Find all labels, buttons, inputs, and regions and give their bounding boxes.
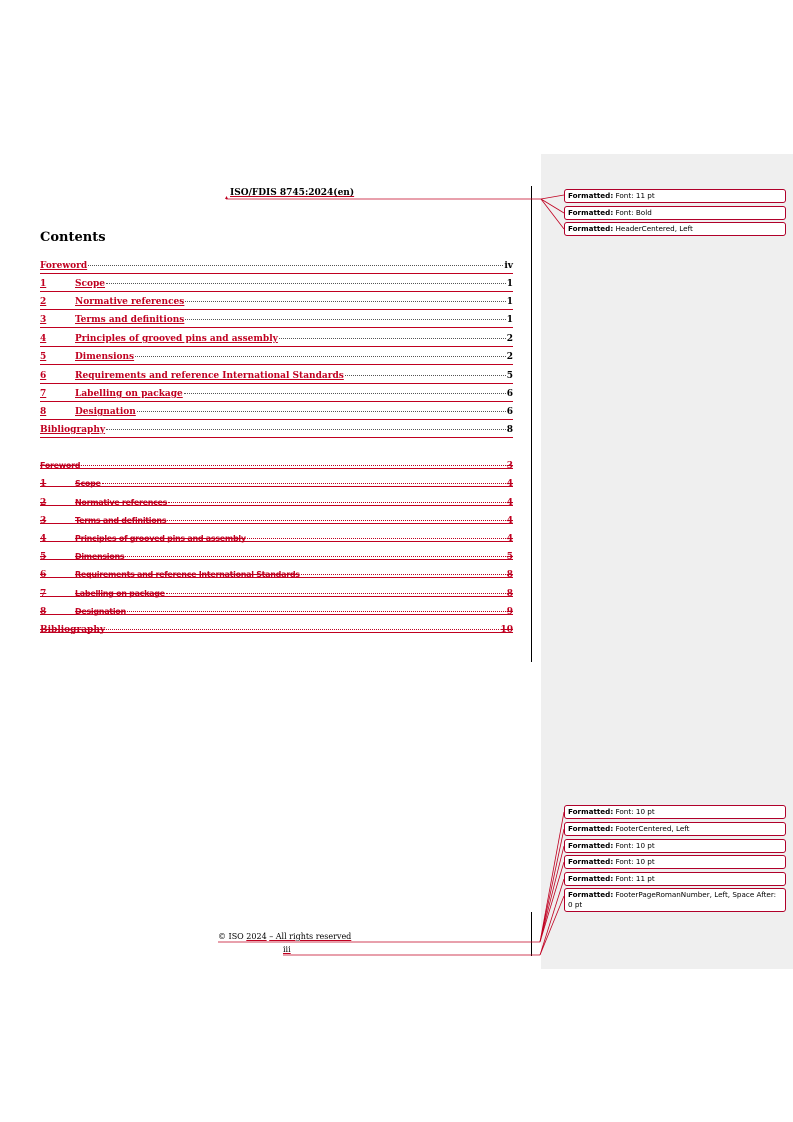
toc-entry-deleted[interactable] [40, 498, 513, 511]
footer-copyright-prefix: © ISO [218, 932, 244, 941]
toc-entry-page: 6 [506, 407, 513, 417]
toc-dot-leader [345, 375, 506, 376]
toc-entry-number: 5 [40, 352, 47, 362]
toc-entry-number: 4 [40, 334, 47, 344]
toc-entry-number: 8 [40, 407, 47, 417]
formatting-balloon[interactable] [564, 222, 786, 236]
toc-entry-title: Foreword [40, 261, 88, 271]
toc-entry-title: Normative references [75, 297, 185, 307]
toc-entry-deleted[interactable] [40, 625, 513, 638]
footer-copyright [218, 932, 351, 941]
toc-entry-page: iv [504, 261, 513, 271]
toc-entry-title: Principles of grooved pins and assembly [75, 534, 246, 543]
toc-dot-leader [106, 629, 499, 630]
footer-page-number-text: iii [283, 945, 291, 954]
contents-heading: Contents [40, 230, 106, 245]
toc-entry-title: Designation [75, 607, 126, 616]
toc-entry-number: 2 [40, 297, 47, 307]
toc-entry-page: 4 [506, 534, 513, 544]
toc-entry-page: 2 [506, 352, 513, 362]
toc-entry-page: 2 [506, 334, 513, 344]
toc-entry-title: Bibliography [40, 625, 106, 635]
toc-entry-number: 4 [40, 534, 47, 544]
toc-dot-leader [135, 356, 506, 357]
toc-entry-deleted[interactable] [40, 589, 513, 602]
formatting-balloon[interactable] [564, 822, 786, 836]
toc-entry[interactable] [40, 315, 513, 328]
toc-dot-leader [184, 393, 506, 394]
toc-entry-number: 3 [40, 315, 47, 325]
document-header [225, 188, 355, 201]
toc-entry-deleted[interactable] [40, 461, 513, 474]
revision-anchor-icon: ▴ [225, 194, 229, 201]
toc-entry-page: 8 [506, 425, 513, 435]
balloon-label: Formatted: [568, 841, 614, 850]
balloon-label: Formatted: [568, 857, 614, 866]
toc-entry-deleted[interactable] [40, 607, 513, 620]
balloon-label: Formatted: [568, 191, 614, 200]
toc-entry-title: Requirements and reference International Standards [75, 371, 344, 381]
balloon-label: Formatted: [568, 874, 614, 883]
toc-entry-title: Terms and definitions [75, 315, 185, 325]
toc-entry-title: Scope [75, 279, 106, 289]
toc-entry[interactable] [40, 297, 513, 310]
toc-entry-number: 6 [40, 371, 47, 381]
toc-entry-number: 7 [40, 589, 47, 599]
toc-entry-page: 9 [506, 607, 513, 617]
toc-entry-page: 10 [500, 625, 513, 635]
formatting-balloon[interactable] [564, 189, 786, 203]
toc-entry[interactable] [40, 352, 513, 365]
toc-entry-deleted[interactable] [40, 570, 513, 583]
toc-entry-page: 1 [506, 297, 513, 307]
toc-entry-title: Dimensions [75, 352, 135, 362]
toc-entry[interactable] [40, 334, 513, 347]
toc-dot-leader [301, 574, 506, 575]
toc-entry-number: 7 [40, 389, 47, 399]
balloon-label: Formatted: [568, 890, 614, 899]
formatting-balloon[interactable] [564, 888, 786, 912]
toc-entry-deleted[interactable] [40, 516, 513, 529]
toc-entry-title: Principles of grooved pins and assembly [75, 334, 278, 344]
toc-dot-leader [185, 301, 505, 302]
balloon-text: Font: 11 pt [615, 874, 655, 883]
toc-entry-page: 4 [506, 498, 513, 508]
toc-entry[interactable] [40, 389, 513, 402]
formatting-balloon[interactable] [564, 805, 786, 819]
toc-entry-title: Foreword [40, 461, 81, 470]
toc-dot-leader [166, 593, 506, 594]
toc-entry[interactable] [40, 407, 513, 420]
toc-dot-leader [102, 483, 506, 484]
toc-entry-title: Terms and definitions [75, 516, 167, 525]
toc-entry-page: 1 [506, 279, 513, 289]
toc-entry-number: 1 [40, 479, 47, 489]
formatting-balloon[interactable] [564, 839, 786, 853]
toc-entry-number: 6 [40, 570, 47, 580]
footer-rights-text: – All rights reserved [269, 932, 352, 941]
toc-entry-page: 8 [506, 570, 513, 580]
balloon-label: Formatted: [568, 807, 614, 816]
toc-dot-leader [127, 611, 506, 612]
toc-dot-leader [81, 465, 506, 466]
balloon-text: Font: 10 pt [615, 841, 655, 850]
toc-entry-title: Normative references [75, 498, 168, 507]
toc-entry-page: 1 [506, 315, 513, 325]
balloon-text: Font: 11 pt [615, 191, 655, 200]
toc-entry-page: 4 [506, 516, 513, 526]
toc-entry[interactable] [40, 261, 513, 274]
formatting-balloon[interactable] [564, 855, 786, 869]
toc-entry[interactable] [40, 425, 513, 438]
toc-dot-leader [125, 556, 505, 557]
toc-entry-title: Designation [75, 407, 136, 417]
toc-entry-page: 6 [506, 389, 513, 399]
toc-entry-title: Bibliography [40, 425, 106, 435]
toc-entry-page: 5 [506, 371, 513, 381]
balloon-text: Font: 10 pt [615, 807, 655, 816]
balloon-label: Formatted: [568, 208, 614, 217]
balloon-text: FooterCentered, Left [615, 824, 690, 833]
toc-dot-leader [137, 411, 506, 412]
balloon-text: Font: 10 pt [615, 857, 655, 866]
toc-entry-page: 3 [506, 461, 513, 471]
footer-page-number [283, 945, 291, 954]
toc-dot-leader [247, 538, 506, 539]
formatting-balloon[interactable] [564, 206, 786, 220]
toc-entry-number: 5 [40, 552, 47, 562]
footer-year: 2024 [246, 932, 267, 941]
toc-dot-leader [168, 502, 506, 503]
toc-entry-number: 1 [40, 279, 47, 289]
balloon-label: Formatted: [568, 224, 614, 233]
formatting-balloon[interactable] [564, 872, 786, 886]
toc-entry-number: 3 [40, 516, 47, 526]
toc-dot-leader [106, 429, 506, 430]
toc-entry-title: Labelling on package [75, 389, 183, 399]
toc-dot-leader [279, 338, 506, 339]
toc-entry-title: Scope [75, 479, 101, 488]
toc-entry-deleted[interactable] [40, 479, 513, 492]
toc-entry-title: Requirements and reference International Standards [75, 570, 300, 579]
balloon-text: Font: Bold [615, 208, 652, 217]
toc-dot-leader [185, 319, 505, 320]
balloon-label: Formatted: [568, 824, 614, 833]
toc-entry-title: Dimensions [75, 552, 125, 561]
toc-entry-title: Labelling on package [75, 589, 165, 598]
toc-dot-leader [167, 520, 505, 521]
toc-entry-deleted[interactable] [40, 552, 513, 565]
toc-entry-number: 2 [40, 498, 47, 508]
header-text: ISO/FDIS 8745:2024(en) [230, 188, 355, 198]
toc-entry-deleted[interactable] [40, 534, 513, 547]
balloon-text: FooterPageRomanNumber, Left, Space After: 0 pt [568, 890, 777, 909]
toc-entry-page: 4 [506, 479, 513, 489]
toc-entry-page: 8 [506, 589, 513, 599]
toc-entry[interactable] [40, 371, 513, 384]
toc-dot-leader [88, 265, 503, 266]
toc-entry-page: 5 [506, 552, 513, 562]
toc-entry[interactable] [40, 279, 513, 292]
toc-dot-leader [106, 283, 506, 284]
balloon-text: HeaderCentered, Left [615, 224, 693, 233]
toc-entry-number: 8 [40, 607, 47, 617]
